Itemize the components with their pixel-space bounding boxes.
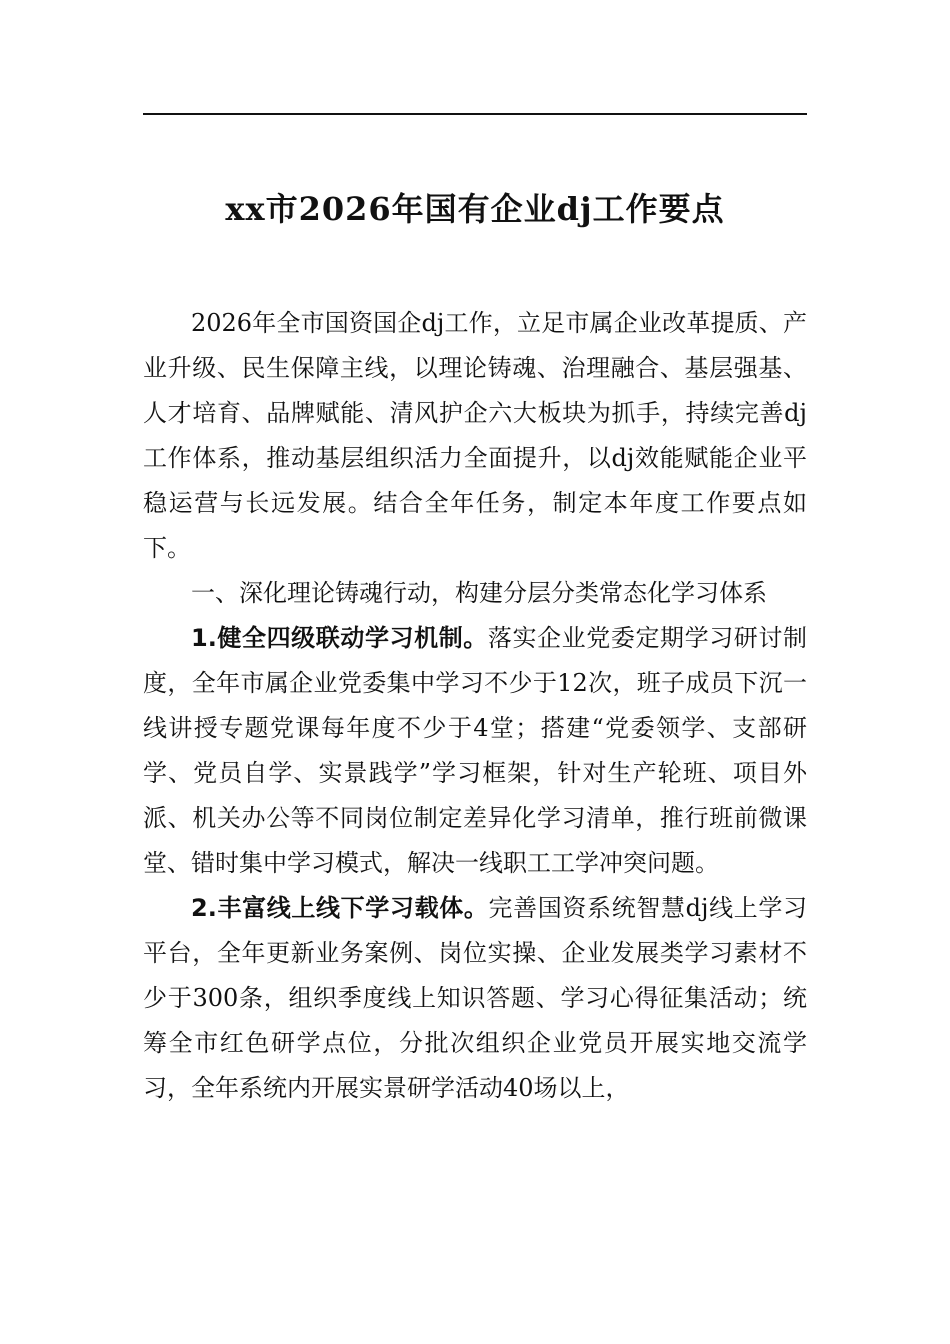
item-text-1: 落实企业党委定期学习研讨制度，全年市属企业党委集中学习不少于12次，班子成员下沉一线讲授专题党课每年度不少于4堂；搭建“党委领学、支部研学、党员自学、实景践学”学习框架，针对生产轮班、项目外派、机关办公等不同岗位制定差异化学习清单，推行班前微课堂、错时集中学习模式，解决一线职工工学冲突问题。 [143, 624, 807, 877]
item-lead-2: 2.丰富线上线下学习载体。 [191, 894, 489, 922]
section-heading-1: 一、深化理论铸魂行动，构建分层分类常态化学习体系 [191, 579, 767, 607]
document-title: xx市2026年国有企业dj工作要点 [225, 190, 725, 228]
item-paragraph-2 [143, 886, 807, 1111]
item-paragraph-1 [143, 616, 807, 886]
item-text-2: 完善国资系统智慧dj线上学习平台，全年更新业务案例、岗位实操、企业发展类学习素材不少于300条，组织季度线上知识答题、学习心得征集活动；统筹全市红色研学点位，分批次组织企业党员开展实地交流学习，全年系统内开展实景研学活动40场以上， [143, 894, 807, 1102]
document-body [143, 301, 807, 1111]
intro-paragraph: 2026年全市国资国企dj工作，立足市属企业改革提质、产业升级、民生保障主线，以理论铸魂、治理融合、基层强基、人才培育、品牌赋能、清风护企六大板块为抓手，持续完善dj工作体系，推动基层组织活力全面提升，以dj效能赋能企业平稳运营与长远发展。结合全年任务，制定本年度工作要点如下。 [143, 309, 807, 562]
header-rule [143, 113, 807, 115]
item-lead-1: 1.健全四级联动学习机制。 [191, 624, 488, 652]
